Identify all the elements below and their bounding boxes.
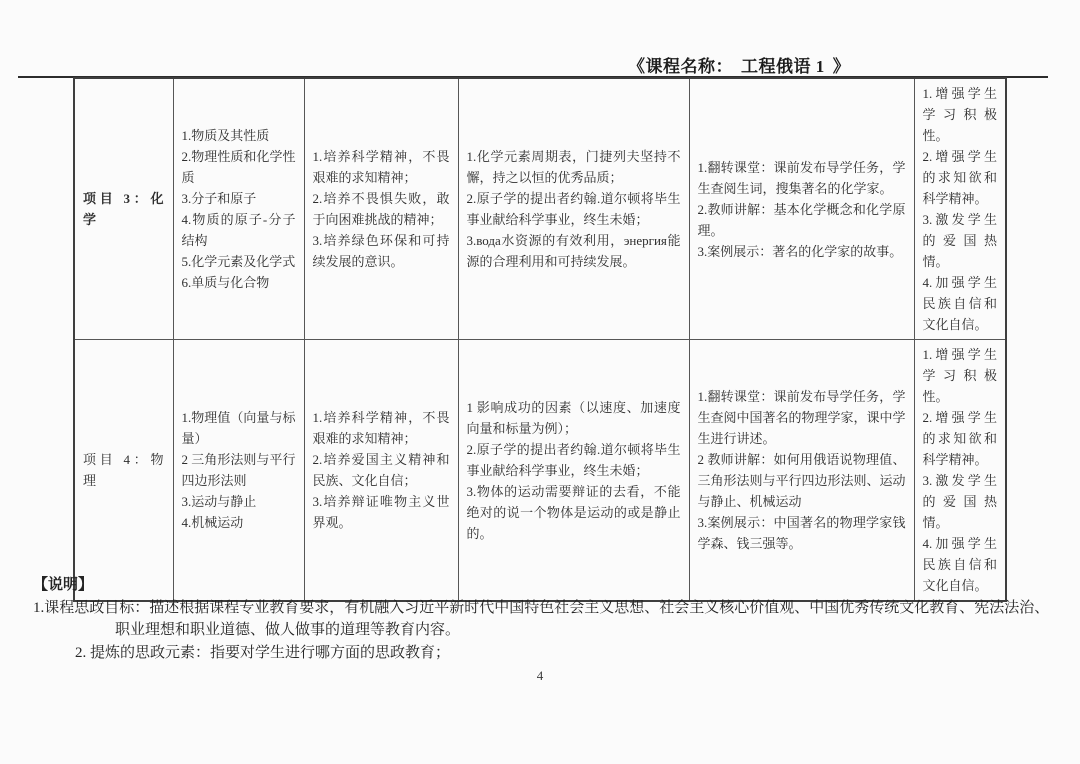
course-title: [628, 52, 850, 77]
table-row-physics: [74, 340, 1006, 602]
course-title-prefix: 《课程名称：: [628, 57, 733, 76]
cell-teaching-design-chemistry: 1.翻转课堂：课前发布导学任务，学生查阅生词，搜集著名的化学家。 2.教师讲解：基本化学概念和化学原理。 3.案例展示：著名的化学家的故事。: [689, 78, 914, 340]
cell-expected-effects-physics: 1.增强学生学习积极性。 2.增强学生的求知欲和科学精神。 3.激发学生的爱国热情。 4.加强学生民族自信和文化自信。: [914, 340, 1006, 602]
cell-ideology-elements-physics: 1 影响成功的因素（以速度、加速度向量和标量为例）； 2.原子学的提出者约翰.道尔顿将毕生事业献给科学事业，终生未婚； 3.物体的运动需要辩证的去看，不能绝对的说一个物体是运动的或是静止的。: [458, 340, 689, 602]
cell-teaching-design-physics: 1.翻转课堂：课前发布导学任务，学生查阅中国著名的物理学家，课中学生进行讲述。 2 教师讲解：如何用俄语说物理值、三角形法则与平行四边形法则、运动与静止、机械运动 3.案例展示：中国著名的物理学家钱学森、钱三强等。: [689, 340, 914, 602]
note-line-2: 职业理想和职业道德、做人做事的道理等教育内容。: [115, 622, 461, 638]
cell-ideology-goals-chemistry: 1.培养科学精神，不畏艰难的求知精神； 2.培养不畏惧失败，敢于向困难挑战的精神； 3.培养绿色环保和可持续发展的意识。: [304, 78, 458, 340]
cell-knowledge-points-chemistry: 1.物质及其性质 2.物理性质和化学性质 3.分子和原子 4.物质的原子-分子结构 5.化学元素及化学式 6.单质与化合物: [173, 78, 304, 340]
page-number: 4: [536, 668, 544, 683]
course-title-suffix: 》: [832, 57, 851, 76]
cell-ideology-goals-physics: 1.培养科学精神，不畏艰难的求知精神； 2.培养爱国主义精神和民族、文化自信； 3.培养辩证唯物主义世界观。: [304, 340, 458, 602]
course-name-underlined: 工程俄语 1: [733, 57, 833, 79]
notes-section: [0, 574, 1080, 664]
cell-knowledge-points-physics: 1.物理值（向量与标量） 2 三角形法则与平行四边形法则 3.运动与静止 4.机械运动: [173, 340, 304, 602]
cell-project-chemistry: 项目 3：化学: [74, 78, 173, 340]
curriculum-table: [73, 77, 1007, 602]
table-row-chemistry: [74, 78, 1006, 340]
cell-project-physics: 项目 4：物理: [74, 340, 173, 602]
note-line-1: 1.课程思政目标：描述根据课程专业教育要求，有机融入习近平新时代中国特色社会主义思想、社会主义核心价值观、中国优秀传统文化教育、宪法法治、: [33, 599, 1050, 616]
note-line-3: 2. 提炼的思政元素：指要对学生进行哪方面的思政教育；: [75, 644, 451, 661]
cell-ideology-elements-chemistry: 1.化学元素周期表，门捷列夫坚持不懈，持之以恒的优秀品质； 2.原子学的提出者约翰.道尔顿将毕生事业献给科学事业，终生未婚； 3.вода水资源的有效利用，энергия能源的合理利用和可持续发展。: [458, 78, 689, 340]
notes-title: 【说明】: [33, 577, 94, 593]
cell-expected-effects-chemistry: 1.增强学生学习积极性。 2.增强学生的求知欲和科学精神。 3.激发学生的爱国热情。 4.加强学生民族自信和文化自信。: [914, 78, 1006, 340]
